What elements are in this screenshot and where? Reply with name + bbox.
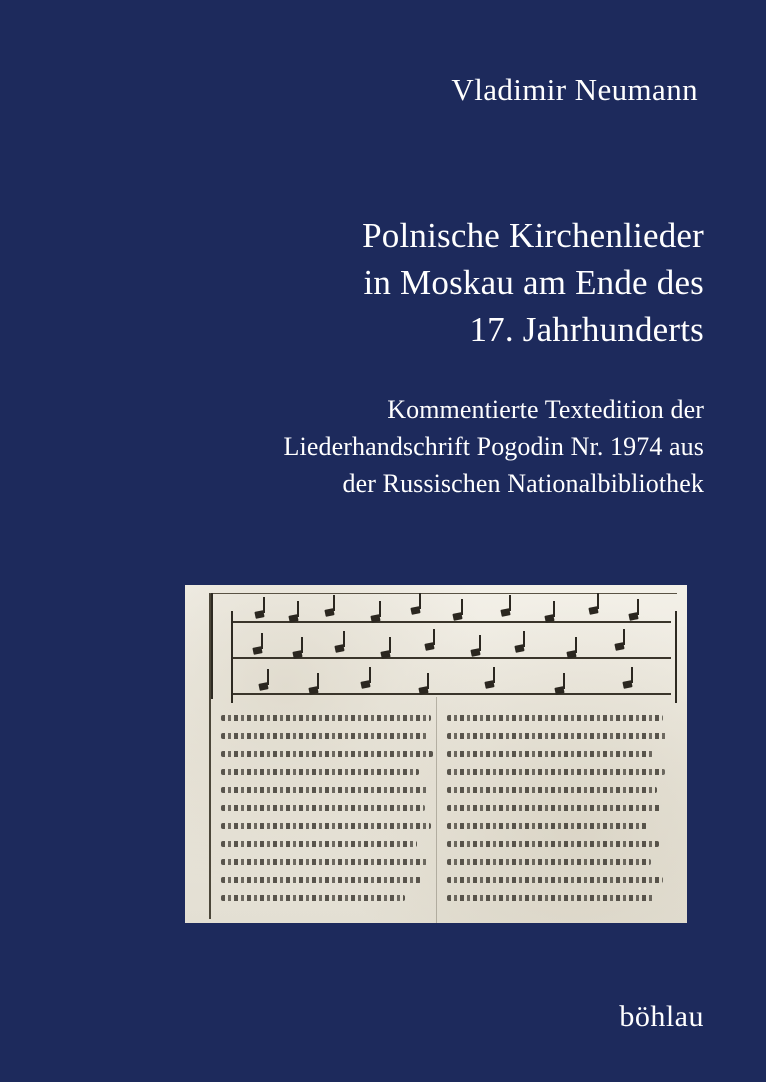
- note-stem: [623, 629, 625, 645]
- title-line-1: Polnische Kirchenlieder: [362, 216, 704, 255]
- note-stem: [637, 599, 639, 615]
- author-name: Vladimir Neumann: [451, 72, 698, 107]
- barline: [231, 611, 233, 703]
- manuscript-text-line: [221, 805, 425, 811]
- note-stem: [493, 667, 495, 683]
- manuscript-text-line: [447, 859, 651, 865]
- manuscript-text-line: [221, 769, 419, 775]
- note-stem: [389, 637, 391, 653]
- publisher-logo: böhlau: [619, 1000, 704, 1033]
- note-stem: [343, 631, 345, 647]
- note-stem: [333, 595, 335, 611]
- note-stem: [301, 637, 303, 653]
- subtitle-line-3: der Russischen Nationalbibliothek: [342, 469, 704, 498]
- note-stem: [261, 633, 263, 649]
- manuscript-text-line: [221, 733, 427, 739]
- note-stem: [523, 631, 525, 647]
- staff-line: [231, 693, 671, 695]
- facsimile-column-divider: [436, 697, 437, 923]
- note-stem: [419, 593, 421, 609]
- note-stem: [369, 667, 371, 683]
- note-stem: [509, 595, 511, 611]
- manuscript-text-line: [447, 823, 647, 829]
- subtitle-line-1: Kommentierte Textedition der: [387, 395, 704, 424]
- manuscript-text-line: [221, 877, 421, 883]
- manuscript-text-line: [447, 751, 653, 757]
- manuscript-text-line: [221, 715, 431, 721]
- manuscript-text-line: [221, 895, 405, 901]
- manuscript-text-line: [447, 805, 661, 811]
- manuscript-text-line: [447, 787, 657, 793]
- note-stem: [553, 601, 555, 617]
- manuscript-text-line: [447, 769, 665, 775]
- manuscript-text-line: [447, 841, 659, 847]
- note-stem: [297, 601, 299, 617]
- barline: [675, 611, 677, 703]
- note-stem: [267, 669, 269, 685]
- manuscript-text-line: [221, 751, 433, 757]
- manuscript-text-line: [447, 895, 655, 901]
- title-line-3: 17. Jahrhunderts: [469, 310, 704, 349]
- manuscript-text-line: [447, 715, 663, 721]
- subtitle-line-2: Liederhandschrift Pogodin Nr. 1974 aus: [283, 432, 704, 461]
- note-stem: [317, 673, 319, 689]
- barline: [211, 593, 213, 699]
- subtitle: [60, 391, 704, 502]
- note-stem: [479, 635, 481, 651]
- note-stem: [575, 637, 577, 653]
- manuscript-text-line: [221, 823, 431, 829]
- manuscript-text-line: [221, 841, 417, 847]
- note-stem: [597, 593, 599, 609]
- note-stem: [433, 629, 435, 645]
- note-stem: [379, 601, 381, 617]
- manuscript-text-line: [221, 787, 429, 793]
- note-stem: [631, 667, 633, 683]
- note-stem: [563, 673, 565, 689]
- manuscript-text-line: [221, 859, 427, 865]
- manuscript-text-line: [447, 877, 663, 883]
- manuscript-facsimile-image: [185, 585, 687, 923]
- note-stem: [263, 597, 265, 613]
- note-stem: [461, 599, 463, 615]
- manuscript-text-line: [447, 733, 667, 739]
- title-block: [60, 212, 704, 502]
- note-stem: [427, 673, 429, 689]
- title-line-2: in Moskau am Ende des: [363, 263, 704, 302]
- page-title: [60, 212, 704, 353]
